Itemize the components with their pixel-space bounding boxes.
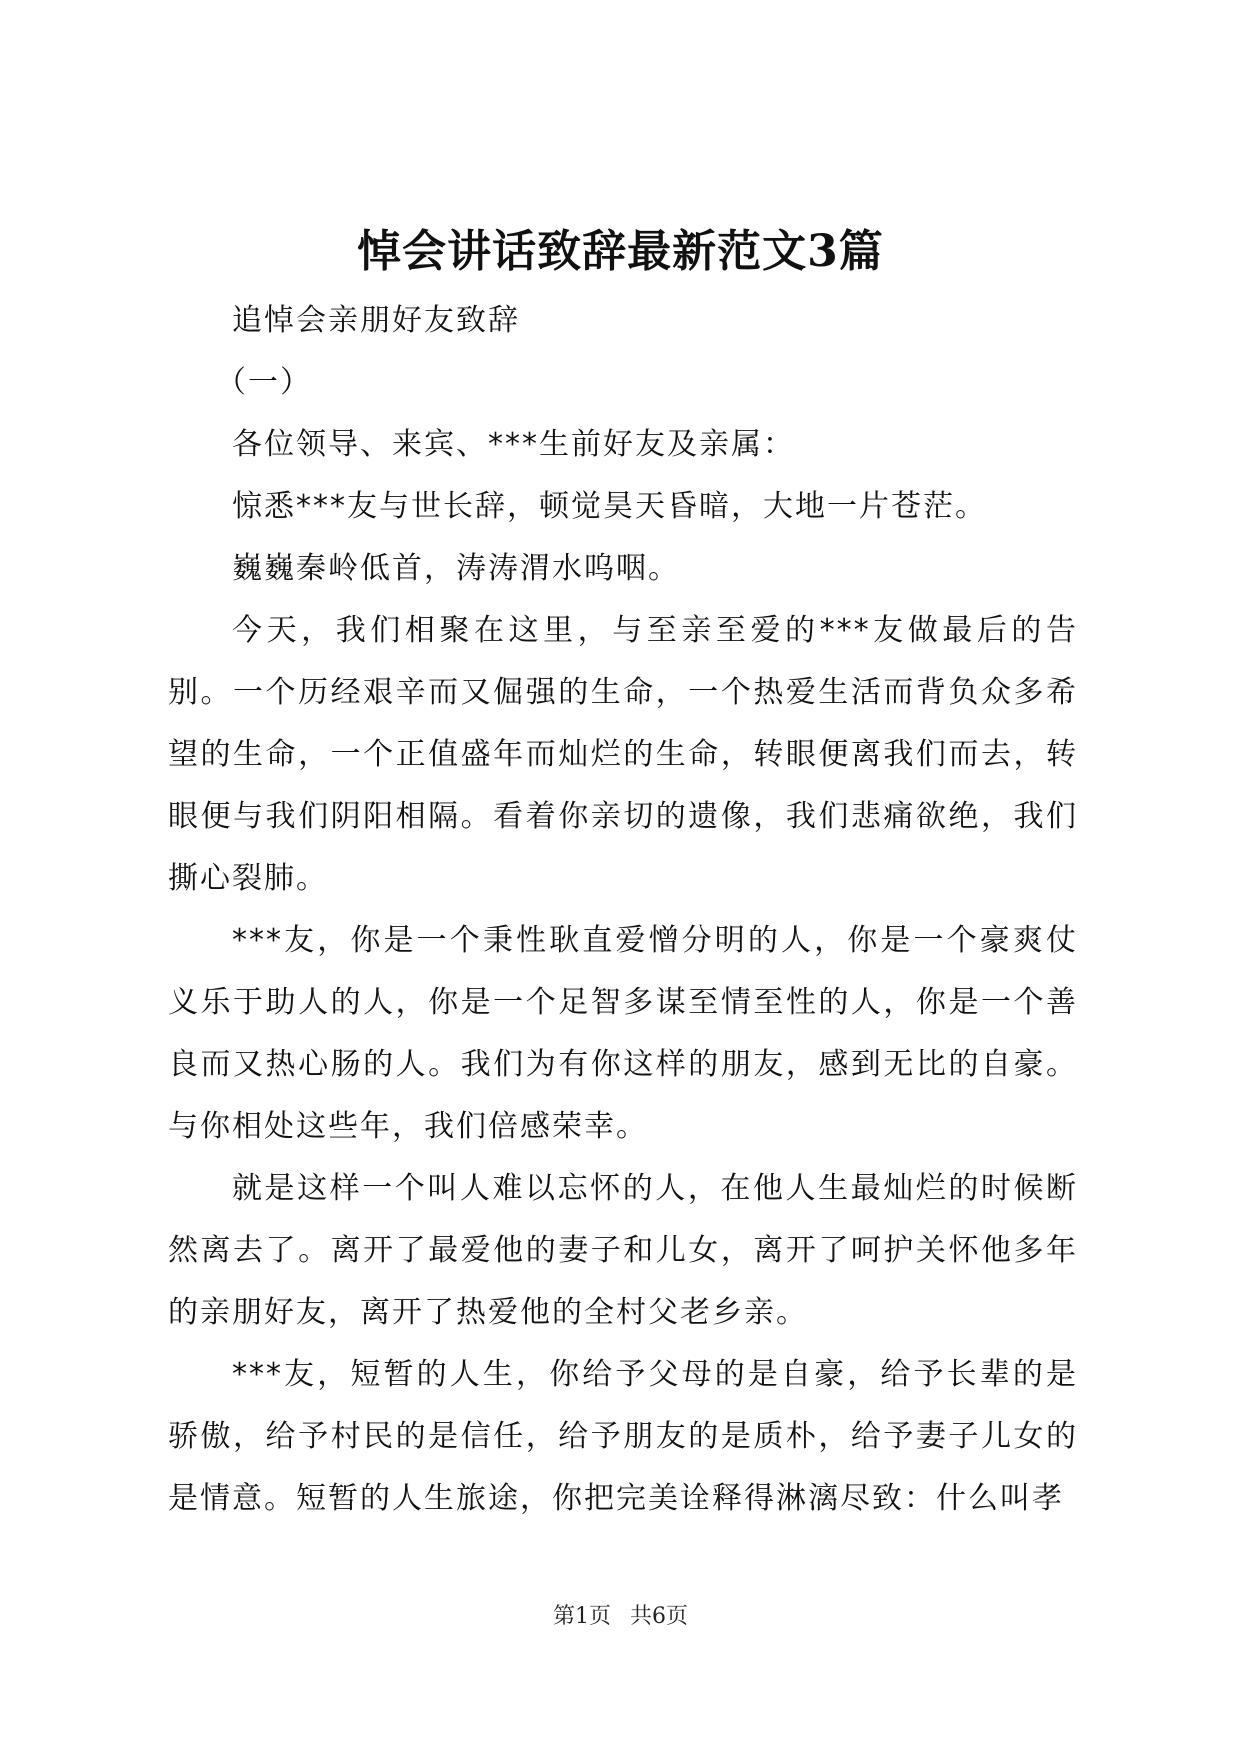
page-total: 共6页 bbox=[630, 1604, 688, 1629]
document-title: 悼会讲话致辞最新范文3篇 bbox=[357, 226, 884, 277]
page-number: 第1页 bbox=[553, 1604, 611, 1629]
page-footer bbox=[0, 1602, 1241, 1632]
paragraph: 巍巍秦岭低首，涛涛渭水呜咽。 bbox=[232, 551, 680, 586]
paragraph: 今天，我们相聚在这里，与至亲至爱的***友做最后的告别。一个历经艰辛而又倔强的生命，一个热爱生活而背负众多希望的生命，一个正值盛年而灿烂的生命，转眼便离我们而去，转眼便与我们阴阳相隔。看着你亲切的遗像，我们悲痛欲绝，我们撕心裂肺。 bbox=[168, 613, 1078, 896]
paragraph: 就是这样一个叫人难以忘怀的人，在他人生最灿烂的时候断然离去了。离开了最爱他的妻子和儿女，离开了呵护关怀他多年的亲朋好友，离开了热爱他的全村父老乡亲。 bbox=[168, 1171, 1078, 1330]
section-marker: （一） bbox=[216, 365, 312, 400]
salutation: 各位领导、来宾、***生前好友及亲属： bbox=[232, 427, 795, 462]
paragraph: ***友，你是一个秉性耿直爱憎分明的人，你是一个豪爽仗义乐于助人的人，你是一个足智多谋至情至性的人，你是一个善良而又热心肠的人。我们为有你这样的朋友，感到无比的自豪。与你相处这些年，我们倍感荣幸。 bbox=[168, 923, 1078, 1144]
paragraph: 惊悉***友与世长辞，顿觉昊天昏暗，大地一片苍茫。 bbox=[232, 489, 987, 524]
document-body bbox=[168, 290, 1078, 1530]
paragraph: ***友，短暂的人生，你给予父母的是自豪，给予长辈的是骄傲，给予村民的是信任，给予朋友的是质朴，给予妻子儿女的是情意。短暂的人生旅途，你把完美诠释得淋漓尽致：什么叫孝 bbox=[168, 1357, 1078, 1516]
subtitle: 追悼会亲朋好友致辞 bbox=[232, 303, 520, 338]
